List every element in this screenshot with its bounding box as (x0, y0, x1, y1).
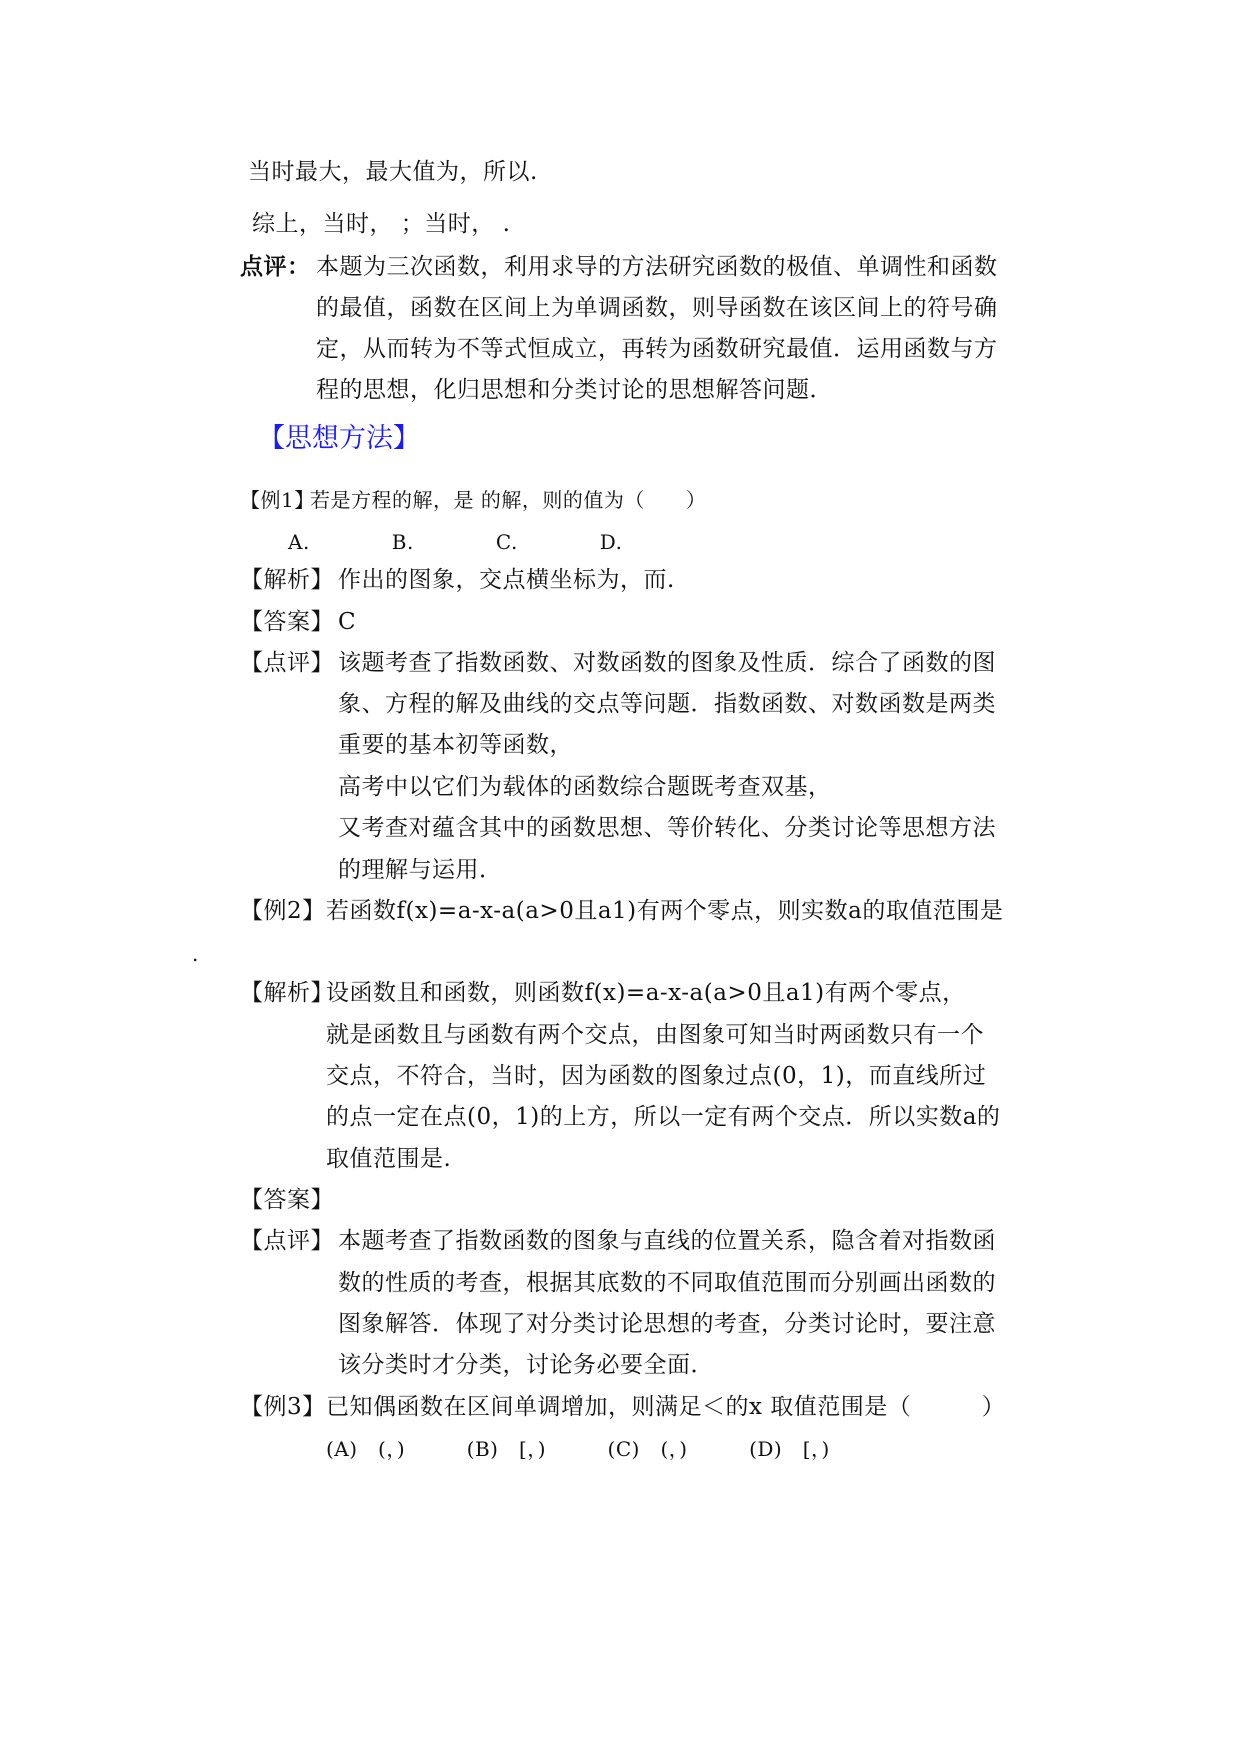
comment-line-1: 本题为三次函数，利用求导的方法研究函数的极值、单调性和函数 (316, 254, 998, 280)
solution-line-2: 综上，当时， ；当时， . (252, 211, 511, 237)
example3-question: 已知偶函数在区间单调增加，则满足＜的x 取值范围是（ ） (326, 1394, 1006, 1420)
example2-analysis-line-3: 交点，不符合，当时，因为函数的图象过点(0，1)，而直线所过 (326, 1063, 987, 1089)
example2-label: 【例2】 (240, 898, 326, 924)
example2-analysis-label: 【解析】 (240, 980, 334, 1006)
example2-comment-line-3: 图象解答．体现了对分类讨论思想的考查，分类讨论时，要注意 (338, 1311, 996, 1337)
example1-label: 【例1】 (240, 488, 315, 512)
example1-analysis: 作出的图象，交点横坐标为，而. (338, 567, 675, 593)
example1-comment-line-1: 该题考查了指数函数、对数函数的图象及性质．综合了函数的图 (338, 650, 996, 676)
example2-analysis-line-1: 设函数且和函数，则函数f(x)=a-x-a(a>0且a1)有两个零点， (326, 980, 966, 1006)
comment-label: 点评： (240, 253, 311, 280)
example1-comment-line-3: 重要的基本初等函数， (338, 732, 573, 758)
example1-answer: C (338, 609, 357, 635)
example1-comment-line-6: 的理解与运用． (338, 857, 503, 883)
example1-comment-line-2: 象、方程的解及曲线的交点等问题．指数函数、对数函数是两类 (338, 691, 996, 717)
example1-question: 若是方程的解，是 的解，则的值为（ ） (310, 488, 707, 512)
example2-comment-label: 【点评】 (240, 1228, 334, 1254)
solution-line-1: 当时最大，最大值为，所以. (248, 159, 538, 185)
section-heading: 【思想方法】 (258, 423, 420, 454)
example3-options: (A) (，) (B) [，) (C) (，) (D) [，) (326, 1437, 830, 1461)
example2-analysis-line-5: 取值范围是. (326, 1146, 452, 1172)
example1-answer-label: 【答案】 (240, 609, 334, 635)
example2-answer-label: 【答案】 (240, 1187, 334, 1213)
comment-line-2: 的最值，函数在区间上为单调函数，则导函数在该区间上的符号确 (316, 295, 998, 321)
example1-analysis-label: 【解析】 (240, 567, 334, 593)
example1-comment-line-4: 高考中以它们为载体的函数综合题既考查双基， (338, 774, 832, 800)
example3-label: 【例3】 (240, 1394, 326, 1420)
example2-analysis-line-2: 就是函数且与函数有两个交点，由图象可知当时两函数只有一个 (326, 1022, 984, 1048)
comment-line-3: 定，从而转为不等式恒成立，再转为函数研究最值．运用函数与方 (316, 336, 998, 362)
example2-comment-line-2: 数的性质的考查，根据其底数的不同取值范围而分别画出函数的 (338, 1270, 996, 1296)
example1-comment-label: 【点评】 (240, 650, 334, 676)
example2-analysis-line-4: 的点一定在点(0，1)的上方，所以一定有两个交点．所以实数a的 (326, 1104, 1001, 1130)
comment-line-4: 程的思想，化归思想和分类讨论的思想解答问题． (316, 377, 833, 403)
example2-comment-line-4: 该分类时才分类，讨论务必要全面． (338, 1352, 714, 1378)
example2-comment-line-1: 本题考查了指数函数的图象与直线的位置关系，隐含着对指数函 (338, 1228, 996, 1254)
example1-comment-line-5: 又考查对蕴含其中的函数思想、等价转化、分类讨论等思想方法 (338, 815, 996, 841)
example2-question: 若函数f(x)=a-x-a(a>0且a1)有两个零点，则实数a的取值范围是 (326, 898, 1004, 924)
example2-blank-dot: . (192, 942, 199, 966)
example1-options: A. B. C. D. (288, 530, 623, 554)
